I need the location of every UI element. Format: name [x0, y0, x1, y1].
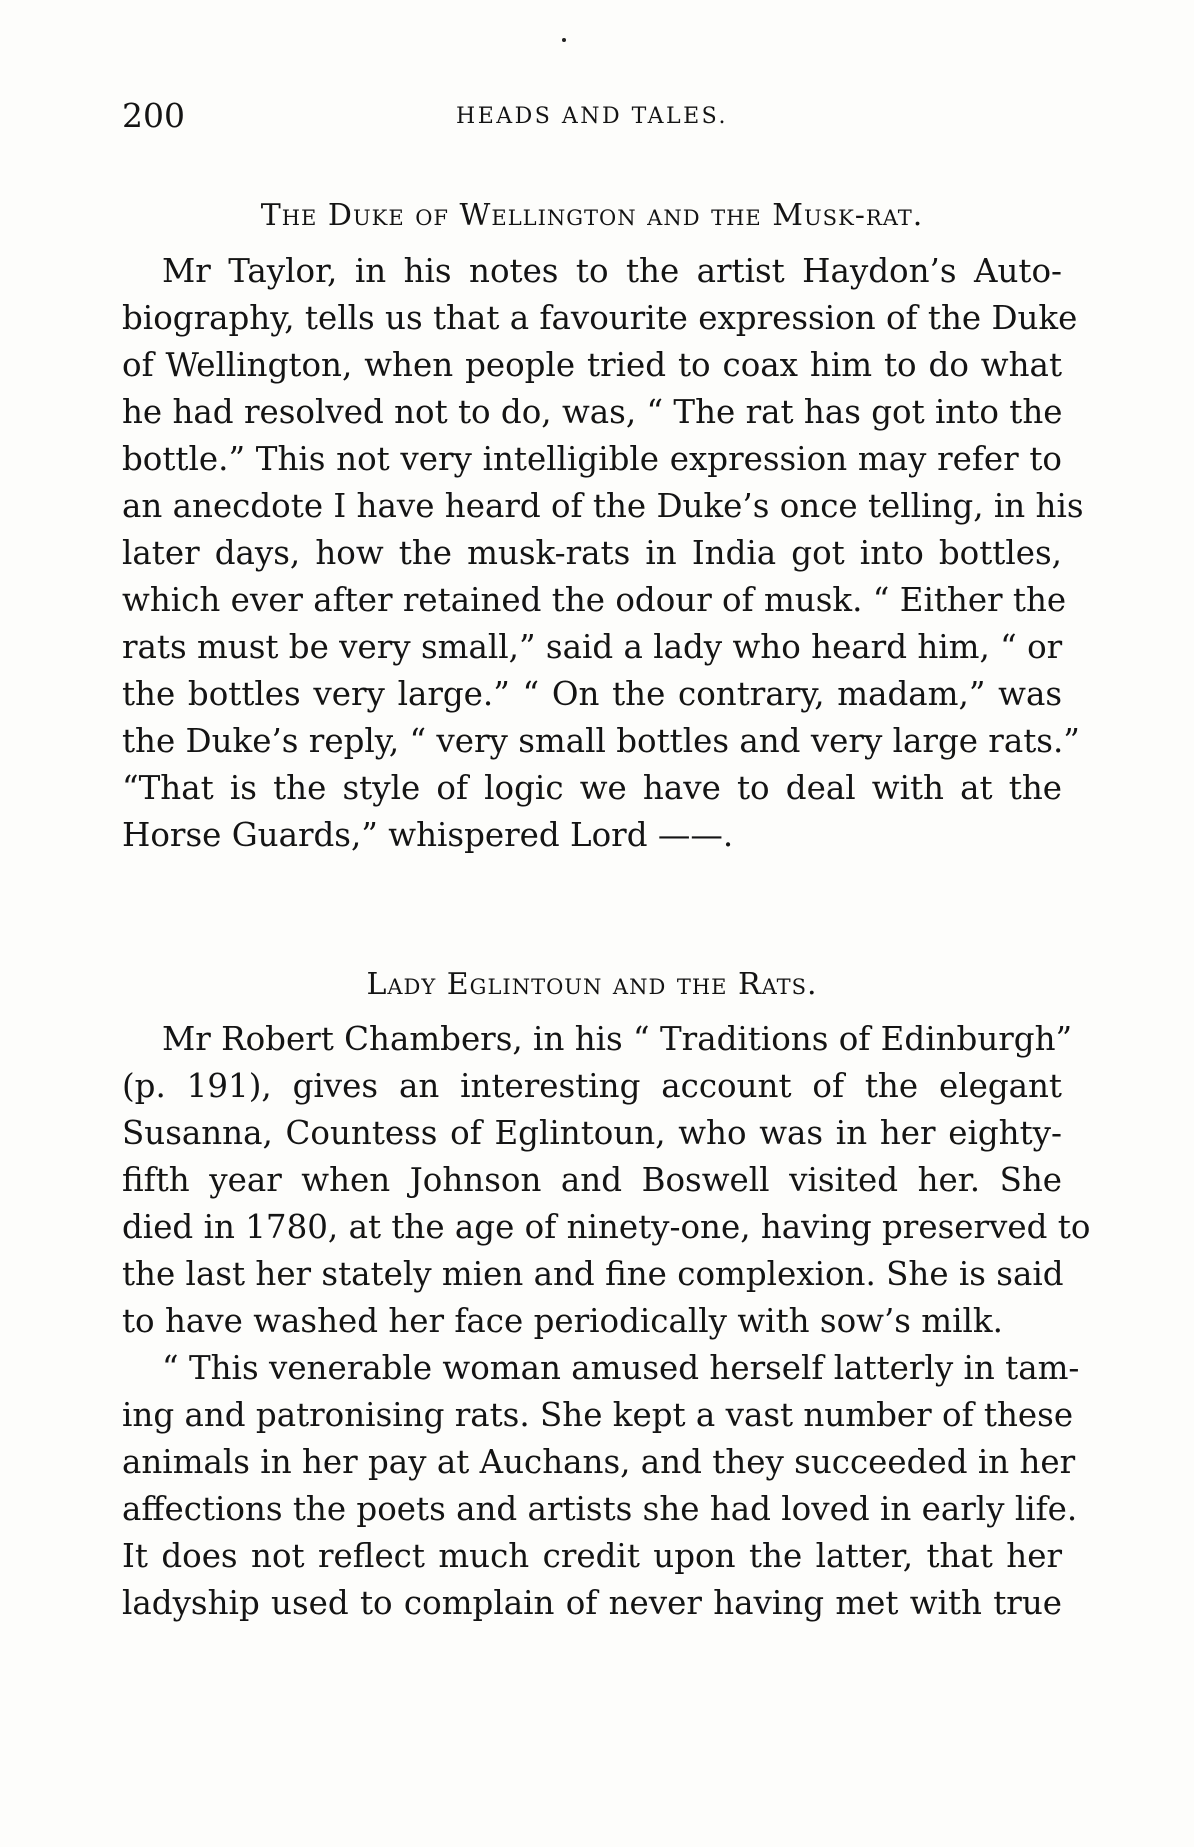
running-title: HEADS AND TALES. [456, 104, 728, 129]
text-line: which ever after retained the odour of musk. “ Either the [122, 581, 1067, 619]
text-line: Horse Guards,” whispered Lord ——. [122, 816, 734, 854]
text-line: the Duke’s reply, “ very small bottles and very large rats.” [122, 722, 1080, 760]
text-line: he had resolved not to do, was, “ The rat has got into the [122, 393, 1063, 431]
section-title-lady-eglintoun: Lady Eglintoun and the Rats. [366, 967, 818, 1002]
book-page [122, 0, 1091, 1847]
text-line: Susanna, Countess of Eglintoun, who was in her eighty- [122, 1114, 1062, 1152]
text-line: later days, how the musk-rats in India got into bottles, [122, 534, 1062, 572]
paragraph [122, 1016, 1091, 1345]
text-line: bottle.” This not very intelligible expression may refer to [122, 440, 1062, 478]
text-line: It does not reflect much credit upon the latter, that her [122, 1537, 1062, 1575]
text-line: fifth year when Johnson and Boswell visited her. She [122, 1161, 1062, 1199]
paragraph [122, 248, 1084, 859]
section-body-duke-of-wellington [122, 248, 1084, 859]
text-line: affections the poets and artists she had loved in early life. [122, 1490, 1078, 1528]
text-line: died in 1780, at the age of ninety-one, having preserved to [122, 1208, 1091, 1246]
page-number: 200 [122, 96, 185, 135]
text-line: “That is the style of logic we have to deal with at the [122, 769, 1062, 807]
text-line: ing and patronising rats. She kept a vast number of these [122, 1396, 1074, 1434]
running-head [122, 96, 1062, 136]
text-line: ladyship used to complain of never having met with true [122, 1584, 1062, 1622]
paragraph [122, 1345, 1080, 1627]
ink-speck [562, 38, 566, 42]
text-line: rats must be very small,” said a lady who heard him, “ or [122, 628, 1063, 666]
text-line: Mr Taylor, in his notes to the artist Haydon’s Auto- [162, 252, 1062, 290]
text-line: to have washed her face periodically with sow’s milk. [122, 1302, 1003, 1340]
text-line: animals in her pay at Auchans, and they succeeded in her [122, 1443, 1076, 1481]
text-line: Mr Robert Chambers, in his “ Traditions of Edinburgh” [162, 1020, 1073, 1058]
text-line: of Wellington, when people tried to coax him to do what [122, 346, 1062, 384]
text-line: biography, tells us that a favourite expression of the Duke [122, 299, 1078, 337]
text-line: “ This venerable woman amused herself latterly in tam- [162, 1349, 1080, 1387]
text-line: an anecdote I have heard of the Duke’s once telling, in his [122, 487, 1084, 525]
section-body-lady-eglintoun [122, 1016, 1091, 1627]
text-line: (p. 191), gives an interesting account of the elegant [122, 1067, 1062, 1105]
text-line: the last her stately mien and fine complexion. She is said [122, 1255, 1064, 1293]
text-line: the bottles very large.” “ On the contrary, madam,” was [122, 675, 1062, 713]
section-title-duke-of-wellington: The Duke of Wellington and the Musk-rat. [260, 198, 924, 233]
